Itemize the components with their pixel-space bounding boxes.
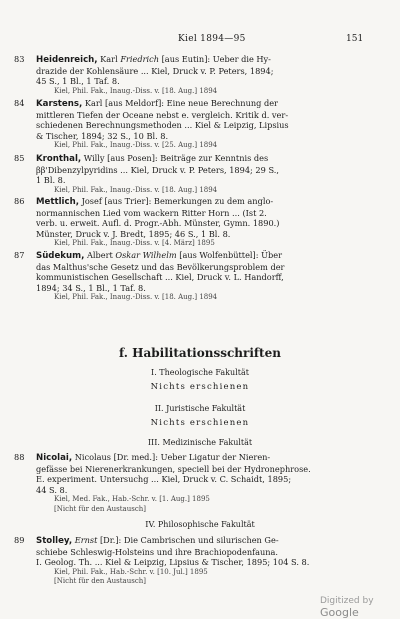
faculty-none-notice: Nichts erschienen <box>150 418 250 428</box>
faculty-title: III. Medizinische Fakultät <box>147 438 253 447</box>
faculty-title: I. Theologische Fakultät <box>151 368 249 377</box>
bib-entry <box>14 54 390 96</box>
entry-note: Kiel, Phil. Fak., Inaug.-Diss. v. [18. Aug.] 1894 <box>54 293 218 302</box>
entry-line: mittleren Tiefen der Oceane nebst e. vergleich. Kritik d. ver- <box>36 109 289 120</box>
entry-first-line <box>36 535 390 547</box>
entry-line: gefässe bei Nierenerkrankungen, speciell bei der Hydronephrose. <box>36 463 311 474</box>
entry-line: ββ'Dibenzylpyridins ... Kiel, Druck v. P. Peters, 1894; 29 S., <box>36 164 279 175</box>
entry-line: das Malthus'sche Gesetz und das Bevölkerungsproblem der <box>36 261 285 272</box>
entry-author: Nicolai, <box>36 453 73 463</box>
entry-given-name: Willy <box>81 153 108 163</box>
bib-entry <box>14 535 390 587</box>
entry-note: Kiel, Phil. Fak., Inaug.-Diss. v. [4. März] 1895 <box>54 239 215 248</box>
entry-title-start: [aus Wolfenbüttel]: Über <box>176 250 282 260</box>
entry-given-name: Karl <box>82 98 105 108</box>
entry-given-name: Karl <box>97 54 121 64</box>
entry-line: 1894; 34 S., 1 Bl., 1 Taf. 8. <box>36 282 146 293</box>
entry-author: Karstens, <box>36 99 83 109</box>
entry-line: normannischen Lied vom wackern Ritter Horn ... (Ist 2. <box>36 207 267 218</box>
bib-entry <box>14 153 390 195</box>
running-header <box>0 34 400 48</box>
entry-note-exchange: [Nicht für den Austausch] <box>54 504 146 513</box>
bib-entry <box>14 452 390 515</box>
entry-number: 86 <box>14 196 25 206</box>
entry-title-start: [Dr.]: Die Cambrischen und silurischen Ge- <box>97 535 279 545</box>
entry-number: 88 <box>14 452 25 462</box>
entry-given-italic: Friedrich <box>120 54 160 64</box>
entry-line: schiebe Schleswig-Holsteins und ihre Brachiopodenfauna. <box>36 546 279 557</box>
entry-author: Heidenreich, <box>36 55 98 65</box>
entry-first-line <box>36 153 390 165</box>
entry-title-start: [aus Meldorf]: Eine neue Berechnung der <box>105 98 278 108</box>
digitized-watermark <box>320 596 400 619</box>
entry-line: 1 Bl. 8. <box>36 175 66 186</box>
entry-author: Stolley, <box>36 536 73 546</box>
entry-title-start: [aus Eutin]: Ueber die Hy- <box>159 54 271 64</box>
entry-note: Kiel, Med. Fak., Hab.-Schr. v. [1. Aug.] 1895 <box>54 495 210 504</box>
entry-given-name: Josef <box>78 196 105 206</box>
entry-line: I. Geolog. Th. ... Kiel & Leipzig, Lipsius & Tischer, 1895; 104 S. 8. <box>36 557 310 568</box>
entry-note: Kiel, Phil. Fak., Hab.-Schr. v. [10. Jul.] 1895 <box>54 567 208 576</box>
entry-line: 44 S. 8. <box>36 484 68 495</box>
entry-line: drazide der Kohlensäure ... Kiel, Druck v. P. Peters, 1894; <box>36 65 274 76</box>
entry-line: schiedenen Berechnungsmethoden ... Kiel & Leipzig, Lipsius <box>36 120 289 131</box>
entry-given-italic: Oskar Wilhelm <box>115 250 177 260</box>
watermark-brand: Google <box>320 606 359 619</box>
running-title: Kiel 1894—95 <box>178 34 246 44</box>
entry-number: 85 <box>14 153 25 163</box>
entry-first-line <box>36 250 390 262</box>
entry-number: 89 <box>14 535 25 545</box>
entry-title-start: [aus Trier]: Bemerkungen zu dem anglo- <box>104 196 274 206</box>
entry-note: Kiel, Phil. Fak., Inaug.-Diss. v. [25. Aug.] 1894 <box>54 141 218 150</box>
entry-note: Kiel, Phil. Fak., Inaug.-Diss. v. [18. Aug.] 1894 <box>54 185 218 194</box>
entry-author: Südekum, <box>36 251 85 261</box>
entry-line: verb. u. erweit. Aufl. d. Progr.-Abh. Münster, Gymn. 1890.) <box>36 218 280 229</box>
page-number: 151 <box>346 34 364 44</box>
section-title: f. Habilitationsschriften <box>119 346 281 360</box>
entry-first-line <box>36 54 390 66</box>
entry-line: 45 S., 1 Bl., 1 Taf. 8. <box>36 76 120 87</box>
entry-line: kommunistischen Gesellschaft ... Kiel, Druck v. L. Handorff, <box>36 272 284 283</box>
entry-first-line <box>36 196 390 208</box>
bib-entry <box>14 98 390 151</box>
faculty-title: II. Juristische Fakultät <box>154 404 246 413</box>
entry-note-exchange: [Nicht für den Austausch] <box>54 577 146 586</box>
entry-number: 83 <box>14 54 25 64</box>
entry-line: E. experiment. Untersuchg ... Kiel, Druck v. C. Schaidt, 1895; <box>36 474 292 485</box>
entry-title-start: [aus Posen]: Beiträge zur Kenntnis des <box>107 153 269 163</box>
entry-given-italic: Ernst <box>74 535 98 545</box>
bib-entry <box>14 250 390 303</box>
entry-first-line <box>36 452 390 464</box>
watermark-prefix: Digitized by <box>320 596 374 606</box>
entry-note: Kiel, Phil. Fak., Inaug.-Diss. v. [18. Aug.] 1894 <box>54 86 218 95</box>
entry-given-name: Nicolaus <box>72 452 114 462</box>
bib-entry <box>14 196 390 249</box>
faculty-title: IV. Philosophische Fakultät <box>145 520 255 529</box>
entry-number: 84 <box>14 98 25 108</box>
faculty-none-notice: Nichts erschienen <box>150 382 250 392</box>
entry-line: Münster, Druck v. J. Bredt, 1895; 46 S., 1 Bl. 8. <box>36 228 231 239</box>
entry-given-name: Albert <box>84 250 116 260</box>
entry-first-line <box>36 98 390 110</box>
entry-author: Kronthal, <box>36 154 82 164</box>
entry-number: 87 <box>14 250 25 260</box>
entry-line: & Tischer, 1894; 32 S., 10 Bl. 8. <box>36 130 169 141</box>
entry-title-start: [Dr. med.]: Ueber Ligatur der Nieren- <box>113 452 271 462</box>
entry-author: Mettlich, <box>36 197 79 207</box>
